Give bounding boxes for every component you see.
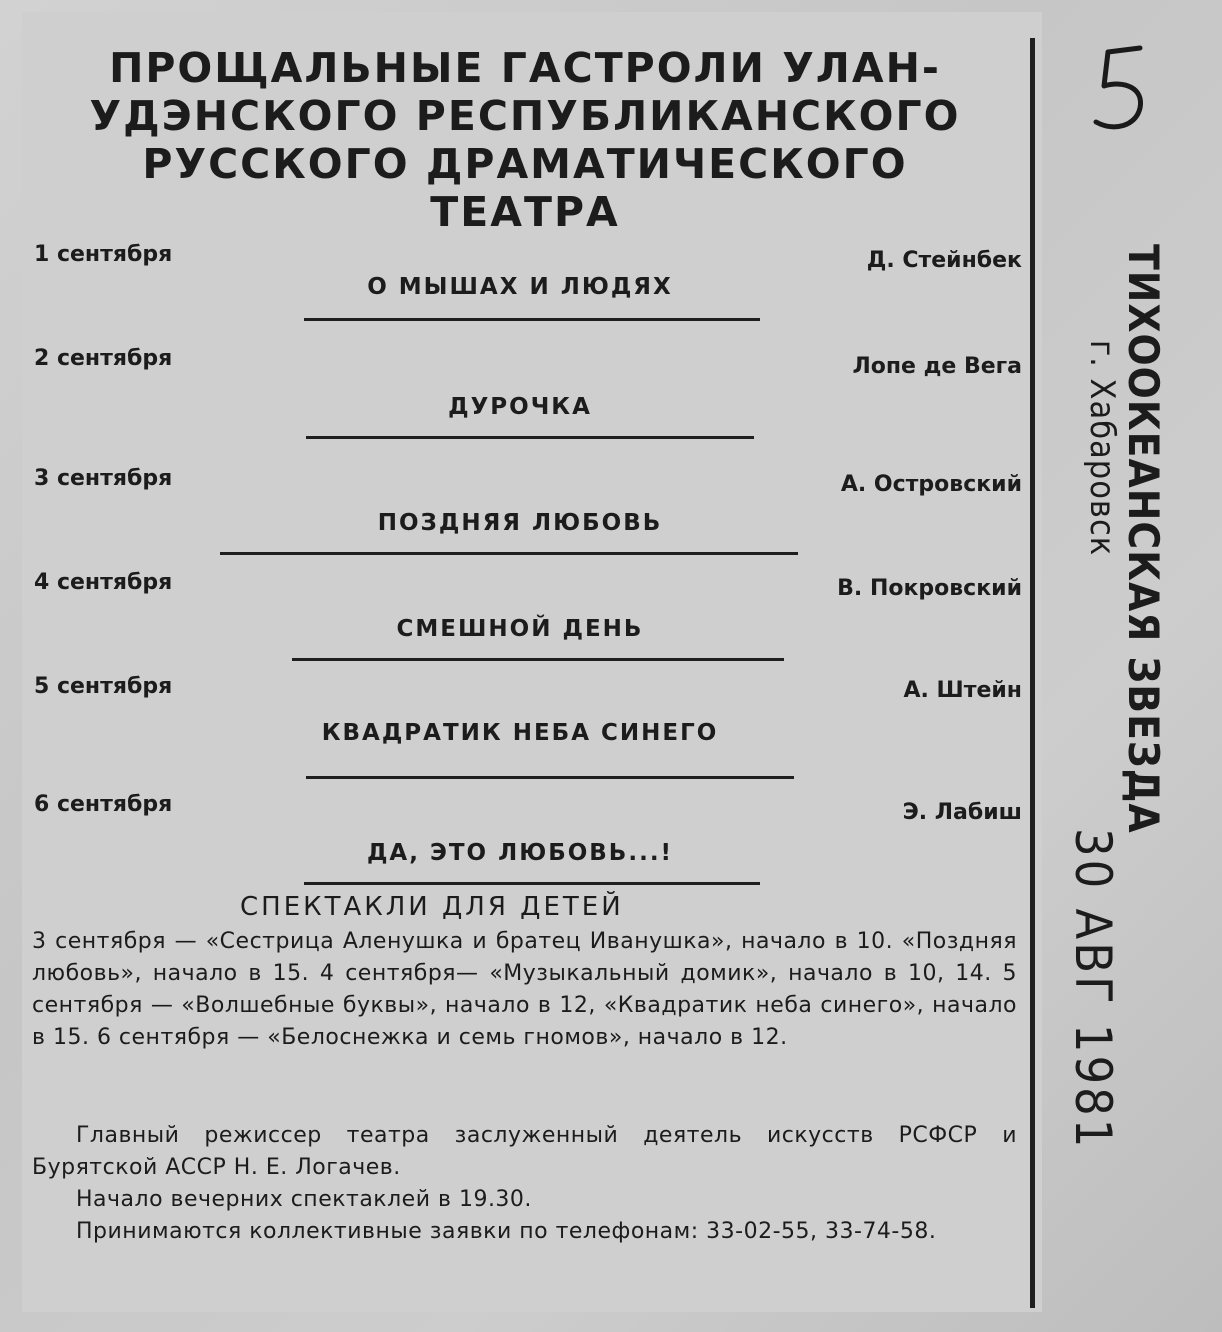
divider-rule [292, 658, 784, 661]
newspaper-city: г. Хабаровск [1082, 340, 1122, 557]
schedule-author: А. Островский [840, 472, 1022, 497]
headline-line-3: РУССКОГО ДРАМАТИЧЕСКОГО [142, 140, 908, 188]
divider-rule [220, 552, 798, 555]
headline-line-2: УДЭНСКОГО РЕСПУБЛИКАНСКОГО [89, 92, 961, 140]
schedule-date: 5 сентября [34, 674, 173, 699]
schedule-date: 3 сентября [34, 466, 173, 491]
kids-shows-text: 3 сентября — «Сестрица Аленушка и братец Иванушка», начало в 10. «Поздняя любовь», начало в 15. 4 сентября— «Музыкальный домик», начало в 10, 14. 5 сентября — «Волшебные буквы», начало в 12, «Квадратик неба синего», начало в 15. 6 сентября — «Белоснежка и семь гномов», начало в 12. [32, 929, 1017, 1050]
divider-rule [304, 882, 760, 885]
schedule-date: 1 сентября [34, 242, 173, 267]
schedule-author: В. Покровский [837, 576, 1022, 601]
schedule-play-title: СМЕШНОЙ ДЕНЬ [396, 616, 644, 642]
newspaper-name: ТИХООКЕАНСКАЯ ЗВЕЗДА [1119, 244, 1168, 834]
schedule-date: 4 сентября [34, 570, 173, 595]
divider-rule [304, 318, 760, 321]
schedule-author: Д. Стейнбек [866, 248, 1022, 273]
schedule-author: Лопе де Вега [852, 354, 1022, 379]
evening-start-note: Начало вечерних спектаклей в 19.30. [76, 1187, 532, 1212]
column-divider [1030, 38, 1035, 1308]
headline-line-4: ТЕАТРА [430, 188, 620, 236]
schedule-play-title: ДУРОЧКА [448, 394, 592, 420]
schedule-author: А. Штейн [903, 678, 1022, 703]
kids-shows-heading: СПЕКТАКЛИ ДЛЯ ДЕТЕЙ [240, 892, 624, 922]
headline-line-1: ПРОЩАЛЬНЫЕ ГАСТРОЛИ УЛАН- [109, 44, 941, 92]
headline [40, 44, 1010, 236]
schedule-play-title: О МЫШАХ И ЛЮДЯХ [367, 274, 673, 300]
date-stamp: 30 АВГ 1981 [1064, 828, 1122, 1151]
schedule-date: 2 сентября [34, 346, 173, 371]
schedule-play-title: ДА, ЭТО ЛЮБОВЬ...! [366, 840, 674, 866]
divider-rule [306, 436, 754, 439]
schedule-play-title: ПОЗДНЯЯ ЛЮБОВЬ [377, 510, 663, 536]
divider-rule [306, 776, 794, 779]
group-orders-note: Принимаются коллективные заявки по телефонам: 33-02-55, 33-74-58. [76, 1219, 937, 1244]
schedule-author: Э. Лабиш [902, 800, 1022, 825]
schedule-play-title: КВАДРАТИК НЕБА СИНЕГО [321, 720, 719, 746]
notes-block [32, 1120, 1017, 1248]
handwritten-number [1078, 42, 1168, 142]
schedule-date: 6 сентября [34, 792, 173, 817]
director-note: Главный режиссер театра заслуженный деятель искусств РСФСР и Бурятской АССР Н. Е. Логачев. [32, 1123, 1017, 1180]
